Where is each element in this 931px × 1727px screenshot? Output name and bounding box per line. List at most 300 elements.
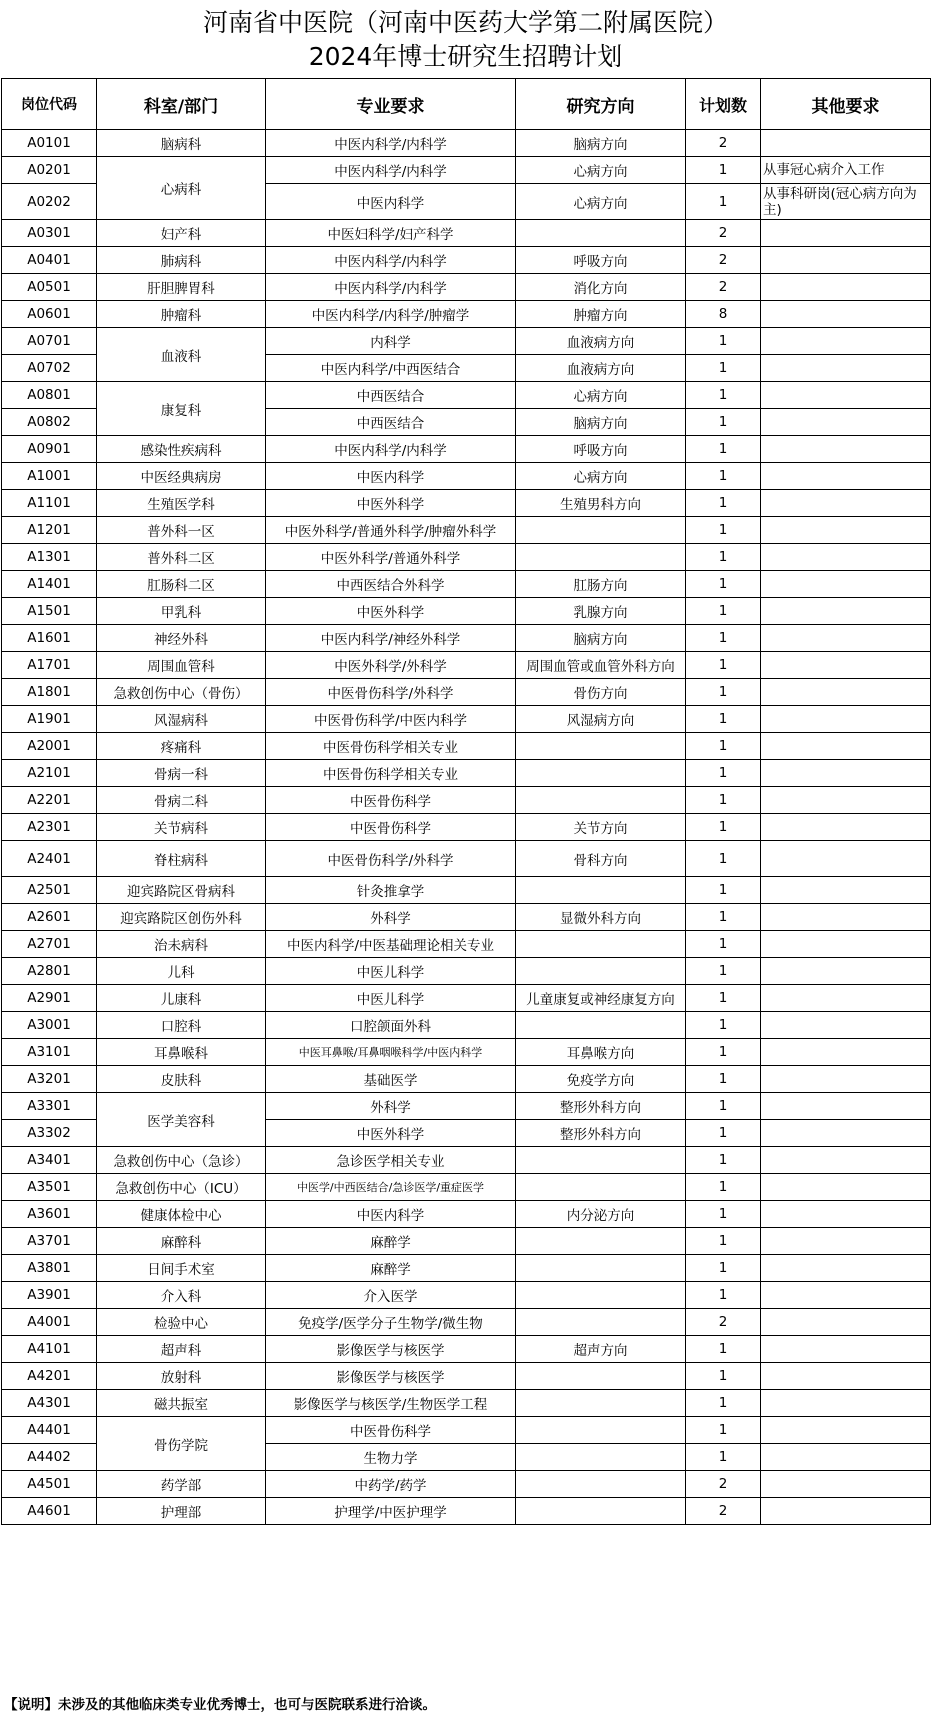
cell-code: A4201: [2, 1363, 97, 1390]
cell-dept: 普外科一区: [97, 517, 266, 544]
cell-dept: 肿瘤科: [97, 301, 266, 328]
table-row: [2, 625, 931, 652]
cell-code: A3401: [2, 1147, 97, 1174]
cell-code: A1101: [2, 490, 97, 517]
cell-other: [761, 1417, 931, 1444]
table-row: [2, 571, 931, 598]
cell-major: 中医骨伤科学相关专业: [266, 760, 516, 787]
table-row: [2, 787, 931, 814]
header-row: [2, 79, 931, 130]
cell-dept: 检验中心: [97, 1309, 266, 1336]
cell-other: [761, 301, 931, 328]
cell-count: 1: [686, 1228, 761, 1255]
cell-dept: 血液科: [97, 328, 266, 382]
cell-dept: 急救创伤中心（急诊）: [97, 1147, 266, 1174]
cell-direction: 脑病方向: [516, 625, 686, 652]
cell-count: 1: [686, 517, 761, 544]
cell-other: [761, 1255, 931, 1282]
cell-major: 中西医结合: [266, 409, 516, 436]
cell-major: 中医骨伤科学: [266, 787, 516, 814]
cell-count: 1: [686, 1417, 761, 1444]
cell-dept: 迎宾路院区骨病科: [97, 877, 266, 904]
cell-other: [761, 652, 931, 679]
cell-count: 1: [686, 1390, 761, 1417]
cell-count: 1: [686, 157, 761, 184]
cell-count: 1: [686, 355, 761, 382]
table-row: [2, 220, 931, 247]
table-row: [2, 1498, 931, 1525]
cell-major: 中医内科学/中西医结合: [266, 355, 516, 382]
cell-direction: 内分泌方向: [516, 1201, 686, 1228]
cell-code: A0802: [2, 409, 97, 436]
table-row: [2, 436, 931, 463]
cell-other: [761, 787, 931, 814]
cell-direction: 免疫学方向: [516, 1066, 686, 1093]
cell-code: A4402: [2, 1444, 97, 1471]
cell-direction: [516, 1444, 686, 1471]
table-row: [2, 679, 931, 706]
cell-other: [761, 598, 931, 625]
cell-code: A4401: [2, 1417, 97, 1444]
cell-dept: 神经外科: [97, 625, 266, 652]
cell-other: [761, 1309, 931, 1336]
cell-major: 外科学: [266, 904, 516, 931]
cell-other: [761, 904, 931, 931]
cell-code: A1901: [2, 706, 97, 733]
cell-code: A0202: [2, 184, 97, 220]
table-row: [2, 1282, 931, 1309]
cell-major: 中医骨伤科学: [266, 1417, 516, 1444]
table-row: [2, 301, 931, 328]
cell-code: A1801: [2, 679, 97, 706]
cell-direction: 肛肠方向: [516, 571, 686, 598]
cell-code: A4001: [2, 1309, 97, 1336]
cell-other: [761, 463, 931, 490]
cell-count: 2: [686, 1498, 761, 1525]
table-row: [2, 1363, 931, 1390]
cell-count: 1: [686, 1336, 761, 1363]
cell-major: 中医外科学/普通外科学/肿瘤外科学: [266, 517, 516, 544]
cell-direction: 显微外科方向: [516, 904, 686, 931]
cell-count: 1: [686, 931, 761, 958]
cell-direction: [516, 1417, 686, 1444]
cell-other: [761, 679, 931, 706]
cell-major: 免疫学/医学分子生物学/微生物: [266, 1309, 516, 1336]
cell-major: 影像医学与核医学: [266, 1363, 516, 1390]
cell-direction: [516, 1282, 686, 1309]
cell-direction: [516, 544, 686, 571]
cell-dept: 骨病二科: [97, 787, 266, 814]
cell-count: 8: [686, 301, 761, 328]
cell-code: A0401: [2, 247, 97, 274]
table-row: [2, 1039, 931, 1066]
cell-direction: 呼吸方向: [516, 247, 686, 274]
cell-count: 1: [686, 328, 761, 355]
cell-dept: 感染性疾病科: [97, 436, 266, 463]
cell-other: [761, 328, 931, 355]
cell-dept: 肝胆脾胃科: [97, 274, 266, 301]
cell-count: 2: [686, 1309, 761, 1336]
cell-count: 1: [686, 904, 761, 931]
cell-direction: [516, 1390, 686, 1417]
cell-major: 中医骨伤科学/外科学: [266, 679, 516, 706]
table-row: [2, 733, 931, 760]
cell-direction: 心病方向: [516, 382, 686, 409]
cell-major: 中医内科学/内科学: [266, 247, 516, 274]
cell-major: 中医骨伤科学相关专业: [266, 733, 516, 760]
cell-count: 1: [686, 1201, 761, 1228]
cell-count: 1: [686, 1282, 761, 1309]
cell-major: 麻醉学: [266, 1255, 516, 1282]
cell-code: A4601: [2, 1498, 97, 1525]
table-row: [2, 1228, 931, 1255]
cell-direction: 整形外科方向: [516, 1120, 686, 1147]
cell-count: 1: [686, 877, 761, 904]
cell-count: 1: [686, 841, 761, 877]
cell-dept: 普外科二区: [97, 544, 266, 571]
cell-dept: 日间手术室: [97, 1255, 266, 1282]
cell-other: [761, 706, 931, 733]
cell-major: 中医内科学/中医基础理论相关专业: [266, 931, 516, 958]
cell-count: 1: [686, 1120, 761, 1147]
cell-direction: 骨伤方向: [516, 679, 686, 706]
cell-direction: 骨科方向: [516, 841, 686, 877]
cell-count: 1: [686, 652, 761, 679]
table-row: [2, 490, 931, 517]
cell-count: 1: [686, 436, 761, 463]
cell-direction: 关节方向: [516, 814, 686, 841]
table-row: [2, 931, 931, 958]
cell-dept: 风湿病科: [97, 706, 266, 733]
cell-count: 1: [686, 598, 761, 625]
cell-major: 针灸推拿学: [266, 877, 516, 904]
cell-code: A0501: [2, 274, 97, 301]
table-row: [2, 382, 931, 409]
cell-dept: 儿科: [97, 958, 266, 985]
cell-code: A0301: [2, 220, 97, 247]
header-major: 专业要求: [266, 79, 516, 130]
table-row: [2, 328, 931, 355]
cell-other: [761, 409, 931, 436]
cell-other: [761, 382, 931, 409]
table-row: [2, 985, 931, 1012]
table-row: [2, 877, 931, 904]
cell-direction: [516, 1174, 686, 1201]
cell-dept: 麻醉科: [97, 1228, 266, 1255]
cell-dept: 肛肠科二区: [97, 571, 266, 598]
cell-other: [761, 274, 931, 301]
cell-direction: 血液病方向: [516, 328, 686, 355]
cell-other: [761, 760, 931, 787]
cell-other: [761, 1201, 931, 1228]
cell-count: 1: [686, 1174, 761, 1201]
cell-code: A3001: [2, 1012, 97, 1039]
cell-direction: 乳腺方向: [516, 598, 686, 625]
cell-other: [761, 841, 931, 877]
cell-direction: 周围血管或血管外科方向: [516, 652, 686, 679]
cell-count: 1: [686, 733, 761, 760]
cell-dept: 医学美容科: [97, 1093, 266, 1147]
cell-major: 生物力学: [266, 1444, 516, 1471]
cell-count: 1: [686, 1363, 761, 1390]
cell-count: 1: [686, 184, 761, 220]
title-line-1: 河南省中医院（河南中医药大学第二附属医院）: [202, 8, 728, 37]
cell-count: 2: [686, 220, 761, 247]
cell-other: [761, 1444, 931, 1471]
cell-major: 急诊医学相关专业: [266, 1147, 516, 1174]
cell-direction: 心病方向: [516, 463, 686, 490]
cell-other: [761, 1066, 931, 1093]
cell-count: 1: [686, 1255, 761, 1282]
cell-major: 中医外科学: [266, 1120, 516, 1147]
cell-code: A1401: [2, 571, 97, 598]
cell-count: 1: [686, 382, 761, 409]
cell-major: 中医外科学: [266, 490, 516, 517]
cell-dept: 介入科: [97, 1282, 266, 1309]
cell-other: [761, 220, 931, 247]
cell-major: 口腔颌面外科: [266, 1012, 516, 1039]
cell-direction: 呼吸方向: [516, 436, 686, 463]
cell-other: [761, 985, 931, 1012]
cell-dept: 中医经典病房: [97, 463, 266, 490]
cell-major: 中西医结合: [266, 382, 516, 409]
cell-code: A2101: [2, 760, 97, 787]
table-row: [2, 598, 931, 625]
cell-dept: 磁共振室: [97, 1390, 266, 1417]
cell-other: [761, 1498, 931, 1525]
table-row: [2, 157, 931, 184]
cell-code: A2301: [2, 814, 97, 841]
table-row: [2, 1066, 931, 1093]
table-row: [2, 1174, 931, 1201]
cell-count: 1: [686, 706, 761, 733]
cell-code: A2701: [2, 931, 97, 958]
footnote: 【说明】未涉及的其他临床类专业优秀博士，也可与医院联系进行洽谈。: [4, 1697, 436, 1713]
table-row: [2, 958, 931, 985]
cell-dept: 肺病科: [97, 247, 266, 274]
cell-major: 护理学/中医护理学: [266, 1498, 516, 1525]
cell-count: 1: [686, 787, 761, 814]
table-row: [2, 1093, 931, 1120]
cell-direction: [516, 1363, 686, 1390]
cell-direction: [516, 220, 686, 247]
cell-count: 1: [686, 985, 761, 1012]
cell-direction: [516, 787, 686, 814]
cell-code: A3101: [2, 1039, 97, 1066]
cell-major: 中医内科学/内科学: [266, 130, 516, 157]
cell-direction: [516, 517, 686, 544]
cell-count: 1: [686, 760, 761, 787]
cell-code: A0101: [2, 130, 97, 157]
cell-dept: 超声科: [97, 1336, 266, 1363]
cell-dept: 周围血管科: [97, 652, 266, 679]
cell-code: A2901: [2, 985, 97, 1012]
cell-dept: 甲乳科: [97, 598, 266, 625]
cell-direction: 脑病方向: [516, 409, 686, 436]
cell-count: 1: [686, 958, 761, 985]
cell-direction: 血液病方向: [516, 355, 686, 382]
cell-dept: 药学部: [97, 1471, 266, 1498]
cell-other: [761, 1174, 931, 1201]
cell-direction: 心病方向: [516, 184, 686, 220]
table-row: [2, 652, 931, 679]
cell-major: 中医内科学: [266, 463, 516, 490]
cell-dept: 关节病科: [97, 814, 266, 841]
cell-count: 1: [686, 571, 761, 598]
table-row: [2, 274, 931, 301]
cell-code: A4101: [2, 1336, 97, 1363]
cell-other: 从事科研岗(冠心病方向为主): [761, 184, 931, 220]
cell-code: A1501: [2, 598, 97, 625]
cell-major: 中医内科学: [266, 184, 516, 220]
cell-direction: [516, 1498, 686, 1525]
cell-other: 从事冠心病介入工作: [761, 157, 931, 184]
cell-direction: 心病方向: [516, 157, 686, 184]
cell-major: 麻醉学: [266, 1228, 516, 1255]
cell-major: 中医内科学/内科学/肿瘤学: [266, 301, 516, 328]
table-row: [2, 1255, 931, 1282]
cell-direction: [516, 958, 686, 985]
cell-other: [761, 814, 931, 841]
cell-direction: 风湿病方向: [516, 706, 686, 733]
cell-direction: 儿童康复或神经康复方向: [516, 985, 686, 1012]
cell-count: 2: [686, 274, 761, 301]
cell-other: [761, 958, 931, 985]
cell-other: [761, 877, 931, 904]
table-row: [2, 1012, 931, 1039]
cell-other: [761, 436, 931, 463]
cell-dept: 脑病科: [97, 130, 266, 157]
cell-code: A0702: [2, 355, 97, 382]
cell-code: A3501: [2, 1174, 97, 1201]
cell-other: [761, 1390, 931, 1417]
cell-other: [761, 1282, 931, 1309]
cell-other: [761, 1147, 931, 1174]
table-row: [2, 841, 931, 877]
cell-direction: 超声方向: [516, 1336, 686, 1363]
cell-dept: 儿康科: [97, 985, 266, 1012]
cell-dept: 妇产科: [97, 220, 266, 247]
cell-count: 2: [686, 130, 761, 157]
table-body: [2, 130, 931, 1525]
table-row: [2, 1201, 931, 1228]
table-row: [2, 247, 931, 274]
cell-dept: 生殖医学科: [97, 490, 266, 517]
cell-count: 1: [686, 1039, 761, 1066]
cell-direction: [516, 1147, 686, 1174]
cell-count: 1: [686, 463, 761, 490]
cell-other: [761, 625, 931, 652]
cell-dept: 骨伤学院: [97, 1417, 266, 1471]
cell-direction: [516, 1228, 686, 1255]
cell-dept: 急救创伤中心（ICU）: [97, 1174, 266, 1201]
cell-other: [761, 1093, 931, 1120]
cell-other: [761, 355, 931, 382]
cell-dept: 心病科: [97, 157, 266, 220]
cell-code: A3901: [2, 1282, 97, 1309]
header-other: 其他要求: [761, 79, 931, 130]
cell-other: [761, 247, 931, 274]
table-row: [2, 760, 931, 787]
cell-other: [761, 490, 931, 517]
cell-code: A1201: [2, 517, 97, 544]
cell-dept: 康复科: [97, 382, 266, 436]
table-row: [2, 463, 931, 490]
cell-direction: [516, 1255, 686, 1282]
cell-count: 1: [686, 1444, 761, 1471]
cell-direction: 消化方向: [516, 274, 686, 301]
cell-dept: 脊柱病科: [97, 841, 266, 877]
cell-other: [761, 931, 931, 958]
cell-major: 中医学/中西医结合/急诊医学/重症医学: [266, 1174, 516, 1201]
cell-other: [761, 1012, 931, 1039]
cell-other: [761, 544, 931, 571]
cell-major: 中医骨伤科学: [266, 814, 516, 841]
cell-major: 中医外科学/外科学: [266, 652, 516, 679]
cell-count: 1: [686, 544, 761, 571]
table-row: [2, 1147, 931, 1174]
cell-dept: 迎宾路院区创伤外科: [97, 904, 266, 931]
cell-direction: [516, 1471, 686, 1498]
cell-direction: 肿瘤方向: [516, 301, 686, 328]
cell-dept: 口腔科: [97, 1012, 266, 1039]
title-line-2: 2024年博士研究生招聘计划: [308, 42, 623, 71]
cell-code: A0201: [2, 157, 97, 184]
cell-major: 介入医学: [266, 1282, 516, 1309]
cell-major: 中医外科学/普通外科学: [266, 544, 516, 571]
cell-major: 中西医结合外科学: [266, 571, 516, 598]
cell-code: A2201: [2, 787, 97, 814]
cell-major: 中医内科学/神经外科学: [266, 625, 516, 652]
cell-major: 中医儿科学: [266, 985, 516, 1012]
cell-code: A3201: [2, 1066, 97, 1093]
cell-other: [761, 1471, 931, 1498]
cell-other: [761, 733, 931, 760]
cell-count: 1: [686, 625, 761, 652]
cell-count: 1: [686, 1012, 761, 1039]
cell-count: 1: [686, 1147, 761, 1174]
cell-code: A0601: [2, 301, 97, 328]
cell-direction: [516, 931, 686, 958]
cell-major: 中医内科学/内科学: [266, 274, 516, 301]
cell-code: A3801: [2, 1255, 97, 1282]
cell-dept: 护理部: [97, 1498, 266, 1525]
cell-code: A2401: [2, 841, 97, 877]
cell-dept: 治未病科: [97, 931, 266, 958]
cell-code: A2801: [2, 958, 97, 985]
cell-code: A1001: [2, 463, 97, 490]
cell-direction: [516, 733, 686, 760]
table-row: [2, 1390, 931, 1417]
cell-other: [761, 130, 931, 157]
cell-direction: 脑病方向: [516, 130, 686, 157]
cell-dept: 皮肤科: [97, 1066, 266, 1093]
recruitment-table: [1, 78, 931, 1525]
cell-direction: 生殖男科方向: [516, 490, 686, 517]
cell-direction: [516, 760, 686, 787]
cell-count: 1: [686, 409, 761, 436]
table-row: [2, 544, 931, 571]
cell-direction: [516, 877, 686, 904]
cell-code: A0801: [2, 382, 97, 409]
cell-major: 中医内科学/内科学: [266, 157, 516, 184]
cell-direction: 整形外科方向: [516, 1093, 686, 1120]
cell-code: A0701: [2, 328, 97, 355]
cell-other: [761, 1336, 931, 1363]
cell-code: A1601: [2, 625, 97, 652]
cell-dept: 耳鼻喉科: [97, 1039, 266, 1066]
table-row: [2, 1309, 931, 1336]
